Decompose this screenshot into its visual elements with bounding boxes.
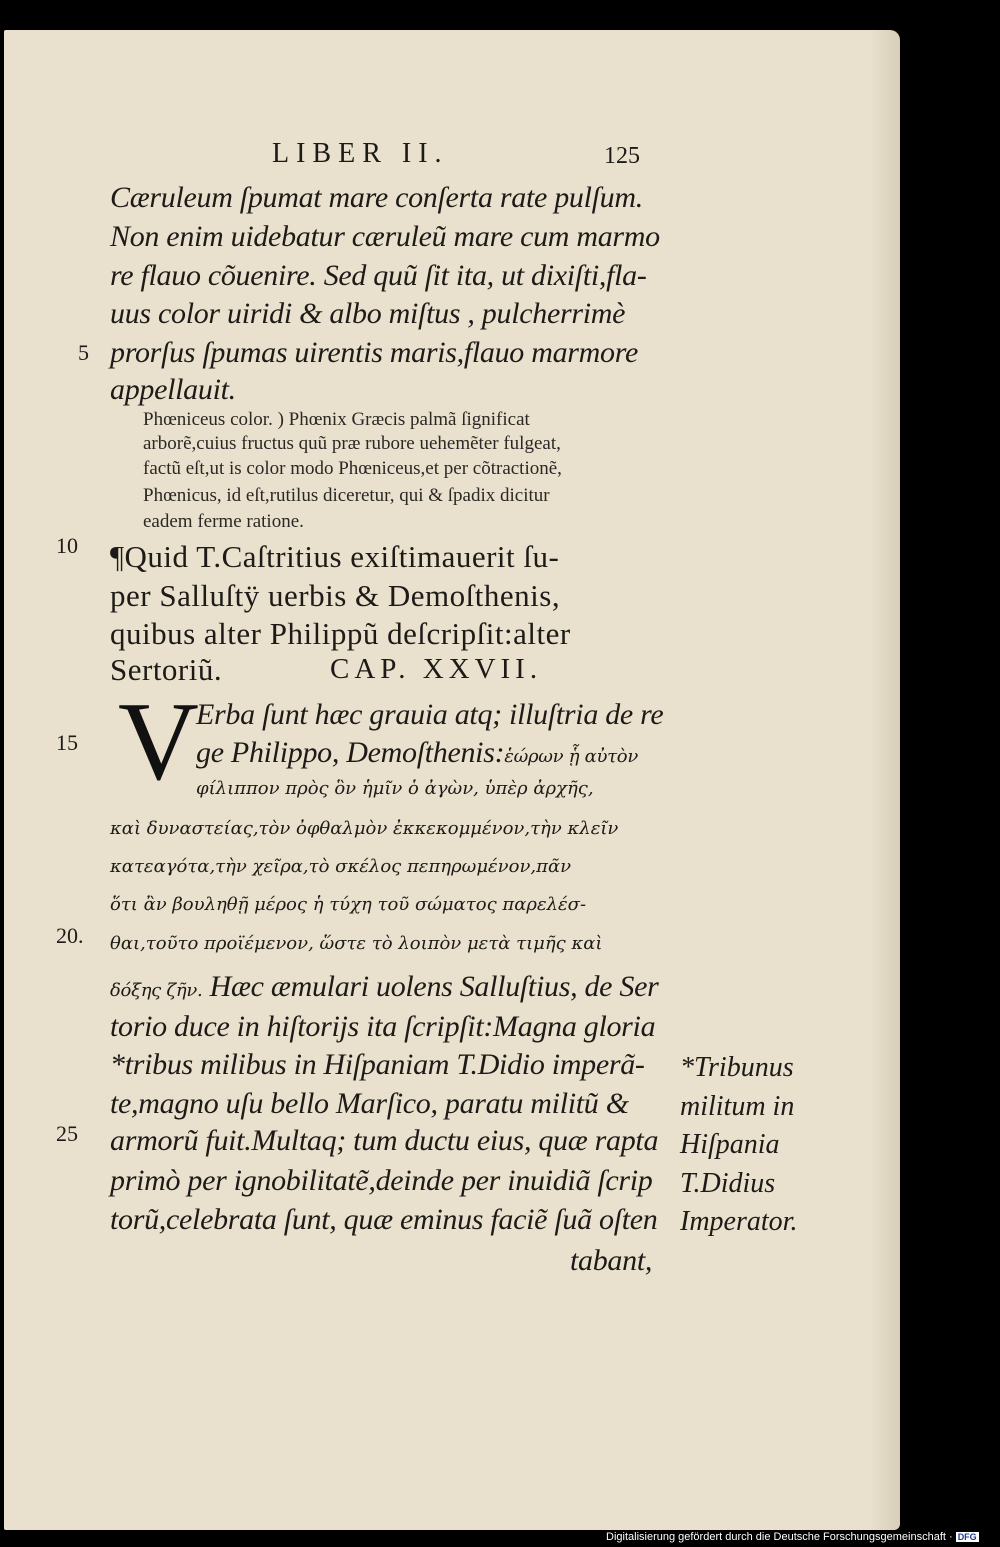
- note-line: eadem ferme ratione.: [143, 511, 304, 532]
- dfg-logo: DFG: [957, 1532, 977, 1542]
- chapter-line: [196, 738, 638, 768]
- note-line: factũ eſt,ut is color modo Phœniceus,et per cõtractionẽ,: [143, 458, 562, 479]
- chapter-line: [110, 972, 658, 1002]
- body-line: Non enim uidebatur cæruleũ mare cum marmo: [110, 220, 660, 253]
- chapter-line: Erba ſunt hæc grauia atq; illuſtria de re: [196, 698, 664, 731]
- page-number: 125: [604, 143, 640, 169]
- body-line: prorſus ſpumas uirentis maris,flauo marmore: [110, 336, 638, 369]
- line-number: 25: [56, 1121, 78, 1146]
- body-line: uus color uiridi & albo miſtus , pulcherrimè: [110, 297, 626, 330]
- greek-line: καὶ δυναστείας,τὸν ὀφθαλμὸν ἐκκεκομμένον,τὴν κλεῖν: [110, 818, 619, 839]
- latin-text: ge Philippo, Demoſthenis:: [196, 736, 505, 769]
- chapter-line: torio duce in hiſtorijs ita ſcripſit:Magna gloria: [110, 1010, 656, 1043]
- margin-note-line: Imperator.: [680, 1206, 798, 1237]
- margin-note-line: T.Didius: [680, 1168, 776, 1199]
- note-line: arborẽ,cuius fructus quũ præ rubore uehemẽter fulgeat,: [143, 433, 561, 454]
- greek-line: φίλιππον πρὸς ὃν ἡμῖν ὁ ἀγὼν, ὑπὲρ ἀρχῆς,: [196, 778, 594, 799]
- line-number: 10: [56, 533, 78, 558]
- footer-credit: [606, 1531, 979, 1543]
- greek-line: ὅτι ἂν βουληθῇ μέρος ἡ τύχη τοῦ σώματος παρελέσ-: [110, 894, 587, 915]
- running-header: LIBER II.: [272, 138, 449, 169]
- margin-note-line: Hiſpania: [680, 1129, 780, 1160]
- chapter-heading-line: quibus alter Philippũ deſcripſit:alter: [110, 616, 571, 651]
- body-line: Cæruleum ſpumat mare conſerta rate pulſum.: [110, 181, 643, 214]
- chapter-number: CAP. XXVII.: [330, 653, 543, 685]
- body-line: re flauo cõuenire. Sed quũ ſit ita, ut dixiſti,fla-: [110, 259, 647, 292]
- chapter-line: armorũ fuit.Multaq; tum ductu eius, quæ rapta: [110, 1124, 659, 1157]
- chapter-line: te,magno uſu bello Marſico, paratu militũ &: [110, 1087, 629, 1120]
- greek-text: δόξης ζῆν.: [110, 980, 203, 1001]
- chapter-line: torũ,celebrata ſunt, quæ eminus faciẽ ſuã oſten: [110, 1203, 658, 1236]
- margin-note-line: militum in: [680, 1091, 795, 1122]
- chapter-heading-line: Sertoriũ.: [110, 652, 223, 687]
- chapter-heading-line: ¶Quid T.Caſtritius exiſtimauerit ſu-: [110, 539, 560, 574]
- greek-line: κατεαγότα,τὴν χεῖρα,τὸ σκέλος πεπηρωμένον,πᾶν: [110, 856, 572, 877]
- greek-line: θαι,τοῦτο προϊέμενον, ὥστε τὸ λοιπὸν μετὰ τιμῆς καὶ: [110, 933, 603, 954]
- chapter-line: tabant,: [570, 1244, 653, 1277]
- line-number: 5: [78, 340, 89, 365]
- line-number: 20.: [56, 923, 84, 948]
- chapter-line: primò per ignobilitatẽ,deinde per inuidiã ſcrip: [110, 1164, 653, 1197]
- body-line: appellauit.: [110, 373, 236, 406]
- note-line: Phœniceus color. ) Phœnix Græcis palmã ſignificat: [143, 409, 530, 430]
- note-line: Phœnicus, id eſt,rutilus diceretur, qui & ſpadix dicitur: [143, 485, 550, 506]
- line-number: 15: [56, 730, 78, 755]
- margin-note-line: *Tribunus: [680, 1052, 794, 1083]
- drop-cap: V: [118, 680, 199, 804]
- greek-text: ἑώρων ᾗ αὐτὸν: [504, 746, 638, 767]
- latin-text: Hæc æmulari uolens Salluſtius, de Ser: [202, 970, 659, 1003]
- chapter-line: *tribus milibus in Hiſpaniam T.Didio imperã-: [110, 1048, 645, 1081]
- chapter-heading-line: per Salluſtÿ uerbis & Demoſthenis,: [110, 578, 561, 613]
- footer-text: Digitalisierung gefördert durch die Deutsche Forschungsgemeinschaft ·: [606, 1531, 953, 1543]
